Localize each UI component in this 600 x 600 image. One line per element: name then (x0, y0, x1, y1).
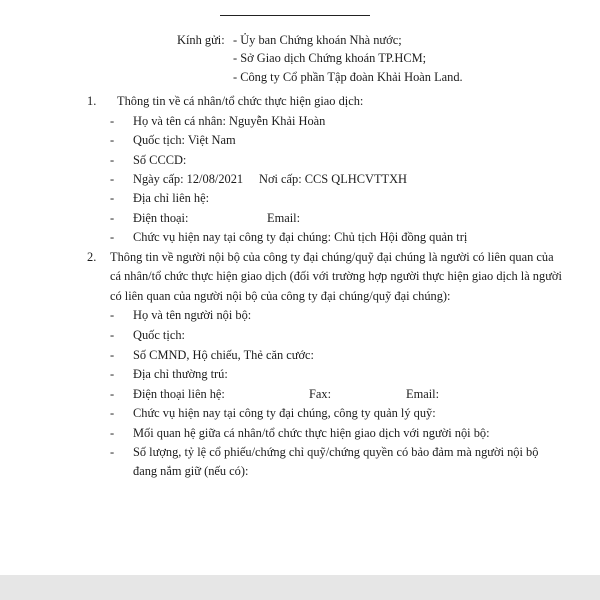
insider-fax: Fax: (309, 387, 332, 401)
section-2-title-line-1: Thông tin về người nội bộ của công ty đại chúng/quỹ đại chúng là người có liên quan của (110, 250, 554, 264)
bullet: - (110, 191, 115, 205)
insider-position: Chức vụ hiện nay tại công ty đại chúng, công ty quản lý quỹ: (133, 406, 436, 420)
insider-id-docs: Số CMND, Hộ chiếu, Thẻ căn cước: (133, 348, 314, 362)
insider-name: Họ và tên người nội bộ: (133, 308, 252, 322)
insider-holdings-line-1: Số lượng, tỷ lệ cổ phiếu/chứng chỉ quỹ/chứng quyền có bảo đảm mà người nội bộ (133, 445, 539, 459)
bullet: - (110, 114, 115, 128)
person-address: Địa chỉ liên hệ: (133, 191, 210, 205)
insider-holdings-line-2: đang nắm giữ (nếu có): (133, 464, 249, 478)
recipient-1: - Ủy ban Chứng khoán Nhà nước; (233, 33, 402, 47)
person-phone: Điện thoại: (133, 211, 189, 225)
section-2-number: 2. (87, 250, 97, 264)
insider-address: Địa chỉ thường trú: (133, 367, 228, 381)
issue-place: Nơi cấp: CCS QLHCVTTXH (259, 172, 408, 186)
section-1-number: 1. (87, 94, 97, 108)
person-nationality: Quốc tịch: Việt Nam (133, 133, 236, 147)
bullet: - (110, 308, 115, 322)
recipient-2: - Sở Giao dịch Chứng khoán TP.HCM; (233, 51, 427, 65)
bullet: - (110, 348, 115, 362)
bullet: - (110, 406, 115, 420)
person-position: Chức vụ hiện nay tại công ty đại chúng: Chủ tịch Hội đồng quản trị (133, 230, 468, 244)
bullet: - (110, 172, 115, 186)
top-rule (220, 15, 370, 16)
bullet: - (110, 211, 115, 225)
bullet: - (110, 133, 115, 147)
person-id-number: Số CCCD: (133, 153, 187, 167)
bullet: - (110, 445, 115, 459)
insider-email: Email: (406, 387, 440, 401)
section-1-title: Thông tin về cá nhân/tổ chức thực hiện giao dịch: (117, 94, 364, 108)
insider-nationality: Quốc tịch: (133, 328, 185, 342)
bullet: - (110, 328, 115, 342)
bullet: - (110, 426, 115, 440)
bullet: - (110, 230, 115, 244)
insider-relationship: Mối quan hệ giữa cá nhân/tổ chức thực hiện giao dịch với người nội bộ: (133, 426, 490, 440)
insider-phone: Điện thoại liên hệ: (133, 387, 225, 401)
bullet: - (110, 153, 115, 167)
section-2-title-line-3: có liên quan của người nội bộ của công ty đại chúng/quỹ đại chúng): (110, 289, 451, 303)
person-email: Email: (267, 211, 301, 225)
section-2-title-line-2: cá nhân/tổ chức thực hiện giao dịch (đối với trường hợp người thực hiện giao dịch là người (110, 269, 562, 283)
bullet: - (110, 387, 115, 401)
recipients-label: Kính gửi: (177, 33, 225, 47)
bullet: - (110, 367, 115, 381)
person-name: Họ và tên cá nhân: Nguyễn Khải Hoàn (133, 114, 326, 128)
page-bottom-strip (0, 575, 600, 600)
recipient-3: - Công ty Cổ phần Tập đoàn Khải Hoàn Land. (233, 70, 463, 84)
issue-date: Ngày cấp: 12/08/2021 (133, 172, 244, 186)
